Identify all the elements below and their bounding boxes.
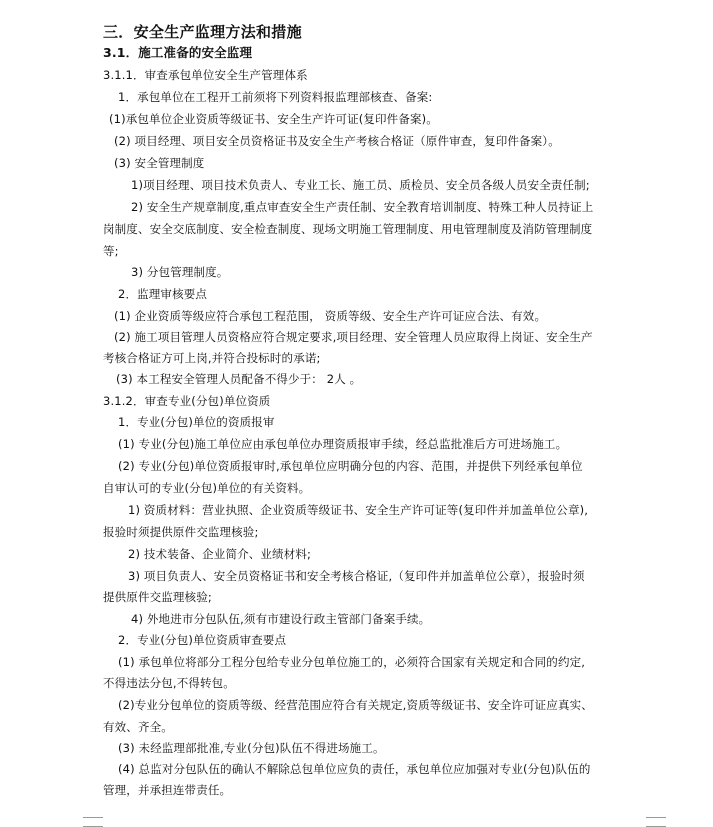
- paragraph-line: 4) 外地进市分包队伍,须有市建设行政主管部门备案手续。: [131, 612, 431, 626]
- paragraph-line: 1．承包单位在工程开工前须将下列资料报监理部核查、备案:: [118, 90, 433, 104]
- section-heading-3: 三．安全生产监理方法和措施: [103, 23, 302, 41]
- paragraph-line: (2) 项目经理、项目安全员资格证书及安全生产考核合格证（原件审查，复印件备案）。: [114, 134, 560, 148]
- paragraph-line: 1)项目经理、项目技术负责人、专业工长、施工员、质检员、安全员各级人员安全责任制;: [131, 178, 590, 192]
- paragraph-line: 提供原件交监理核验;: [103, 590, 212, 604]
- paragraph-line: 报验时须提供原件交监理核验;: [103, 525, 259, 539]
- paragraph-line: 1) 资质材料：营业执照、企业资质等级证书、安全生产许可证等(复印件并加盖单位公章),: [128, 503, 589, 517]
- paragraph-line: (4) 总监对分包队伍的确认不解除总包单位应负的责任，承包单位应加强对专业(分包)队伍的: [118, 762, 591, 776]
- paragraph-line: (3) 未经监理部批准,专业(分包)队伍不得进场施工。: [118, 741, 385, 755]
- paragraph-line: 有效、齐全。: [103, 720, 173, 734]
- paragraph-line: 管理，并承担连带责任。: [103, 783, 232, 797]
- paragraph-line: 自审认可的专业(分包)单位的有关资料。: [103, 481, 311, 495]
- paragraph-line: (2) 施工项目管理人员资格应符合规定要求,项目经理、安全管理人员应取得上岗证、安全生产: [114, 330, 593, 344]
- subsection-title-3-1-2: 3.1.2．审查专业(分包)单位资质: [103, 394, 271, 408]
- paragraph-line: 不得违法分包,不得转包。: [103, 676, 235, 690]
- paragraph-line: (2) 专业(分包)单位资质报审时,承包单位应明确分包的内容、范围，并提供下列经承包单位: [118, 459, 583, 473]
- paragraph-line: (1)承包单位企业资质等级证书、安全生产许可证(复印件备案)。: [109, 112, 438, 126]
- paragraph-line: (3) 本工程安全管理人员配备不得少于： 2人 。: [116, 372, 362, 386]
- subsection-title-3-1-1: 3.1.1．审查承包单位安全生产管理体系: [103, 68, 308, 82]
- paragraph-line: (1) 承包单位将部分工程分包给专业分包单位施工的，必须符合国家有关规定和合同的约定,: [118, 655, 586, 669]
- paragraph-line: 2．监理审核要点: [118, 287, 208, 301]
- paragraph-line: 2．专业(分包)单位资质审查要点: [118, 633, 287, 647]
- paragraph-line: 2) 安全生产规章制度,重点审查安全生产责任制、安全教育培训制度、特殊工种人员持证上: [131, 200, 594, 214]
- paragraph-line: 3) 分包管理制度。: [131, 265, 229, 279]
- paragraph-line: (1) 企业资质等级应符合承包工程范围， 资质等级、安全生产许可证应合法、有效。: [114, 309, 547, 323]
- paragraph-line: (3) 安全管理制度: [114, 156, 205, 170]
- paragraph-line: 岗制度、安全交底制度、安全检查制度、现场文明施工管理制度、用电管理制度及消防管理制度: [103, 222, 593, 236]
- paragraph-line: (2)专业分包单位的资质等级、经营范围应符合有关规定,资质等级证书、安全许可证应真实、: [118, 698, 593, 712]
- paragraph-line: 3) 项目负责人、安全员资格证书和安全考核合格证,（复印件并加盖单位公章），报验时须: [128, 569, 585, 583]
- paragraph-line: (1) 专业(分包)施工单位应由承包单位办理资质报审手续，经总监批准后方可进场施工。: [118, 437, 568, 451]
- paragraph-line: 1．专业(分包)单位的资质报审: [118, 415, 275, 429]
- page-corner-mark-right: [646, 817, 666, 827]
- section-heading-3-1: 3.1．施工准备的安全监理: [103, 45, 253, 60]
- paragraph-line: 等;: [103, 244, 119, 258]
- paragraph-line: 考核合格证方可上岗,并符合投标时的承诺;: [103, 351, 321, 365]
- page-corner-mark-left: [83, 817, 103, 827]
- paragraph-line: 2) 技术装备、企业简介、业绩材料;: [128, 547, 312, 561]
